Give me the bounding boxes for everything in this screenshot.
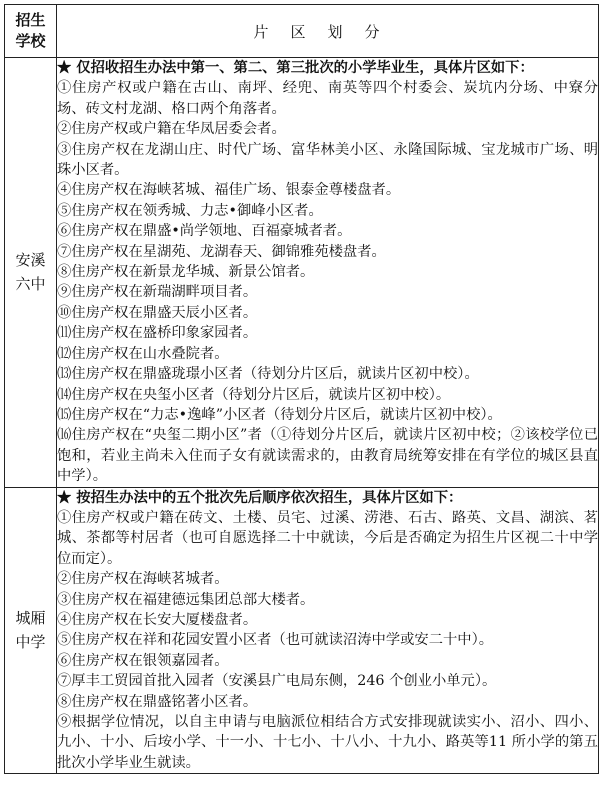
zone-item: ②住房产权或户籍在华凤居委会者。 [57,121,286,138]
zone-item: ⑤住房产权在祥和花园安置小区者（也可就读沼涛中学或安二十中）。 [57,632,494,649]
zone-item: ⑦住房产权在星湖苑、龙湖春天、御锦雅苑楼盘者。 [57,243,386,260]
school-header-line-1: 招生 [15,11,46,29]
zone-item: ⒃住房产权在“央玺二期小区”者（①待划分片区后，就读片区初中校；②该校学位已饱和，若业主尚未入住而子女有就读需求的，由教育局统筹安排在有学位的城区县直中学）。 [57,427,598,485]
zone-item: ⑥住房产权在鼎盛•尚学领地、百福豪城者者。 [57,223,352,240]
school-name-line-2: 中学 [15,633,46,652]
school-name-line-1: 城厢 [15,609,46,628]
zone-item: ①住房产权或户籍在砖文、土楼、员宅、过溪、涝港、石古、路英、文昌、湖滨、茗城、茶都等村居者（也可自愿选择二十中就读，今后是否确定为招生片区视二十中学位而定）。 [57,509,598,567]
zone-item: ⑿住房产权在山水叠院者。 [57,345,229,362]
zone-item: ⒂住房产权在“力志•逸峰”小区者（待划分片区后，就读片区初中校）。 [57,406,502,423]
zone-intro: ★ 按招生办法中的五个批次先后顺序依次招生，具体片区如下： [57,489,463,506]
school-name-line-1: 安溪 [15,251,46,270]
zone-item: ⑧住房产权在新景龙华城、新景公馆者。 [57,264,315,281]
zone-intro: ★ 仅招收招生办法中第一、第二、第三批次的小学毕业生，具体片区如下： [57,60,534,76]
zone-item: ③住房产权在福建德远集团总部大楼者。 [57,591,315,608]
zone-item: ⑦厚丰工贸园首批入园者（安溪县广电局东侧，246 个创业小单元）。 [57,673,497,690]
zone-item: ⑾住房产权在盛桥印象家园者。 [57,325,258,342]
zone-column-header: 片区划分 [57,5,599,58]
zone-item: ②住房产权在海峡茗城者。 [57,571,229,588]
table-header-row [5,5,599,58]
zone-item: ⒀住房产权在鼎盛珑璟小区者（待划分片区后，就读片区初中校）。 [57,366,479,383]
school-name-line-2: 六中 [15,275,46,294]
zone-cell [57,58,599,488]
school-column-header [5,5,57,58]
zone-item: ③住房产权在龙湖山庄、时代广场、富华林美小区、永隆国际城、宝龙城市广场、明珠小区者。 [57,141,598,179]
zone-item: ④住房产权在长安大厦楼盘者。 [57,611,258,628]
zone-item: ⑥住房产权在银领嘉园者。 [57,652,229,669]
school-cell [5,58,57,488]
zone-item: ⑩住房产权在鼎盛天辰小区者。 [57,304,258,321]
table-row [5,58,599,488]
table-row [5,487,599,774]
zone-item: ④住房产权在海峡茗城、福佳广场、银泰金尊楼盘者。 [57,182,401,199]
zone-item: ⑤住房产权在领秀城、力志•御峰小区者。 [57,202,323,219]
school-header-line-2: 学校 [15,32,46,50]
zone-item: ⑨住房产权在新瑞湖畔项目者。 [57,284,258,301]
zone-item: ⒁住房产权在央玺小区者（待划分片区后，就读片区初中校）。 [57,386,451,403]
enrollment-zone-table [4,4,599,774]
school-cell [5,487,57,774]
zone-item: ⑧住房产权在鼎盛铭著小区者。 [57,693,258,710]
zone-cell [57,487,599,774]
zone-item: ⑨根据学位情况，以自主申请与电脑派位相结合方式安排现就读实小、沼小、四小、九小、十小、后垵小学、十一小、十七小、十八小、十九小、路英等11 所小学的第五批次小学毕业生就读。 [57,714,598,771]
zone-item: ①住房产权或户籍在古山、南坪、经兜、南英等四个村委会、炭坑内分场、中寮分场、砖文村龙湖、格口两个角落者。 [57,80,598,117]
